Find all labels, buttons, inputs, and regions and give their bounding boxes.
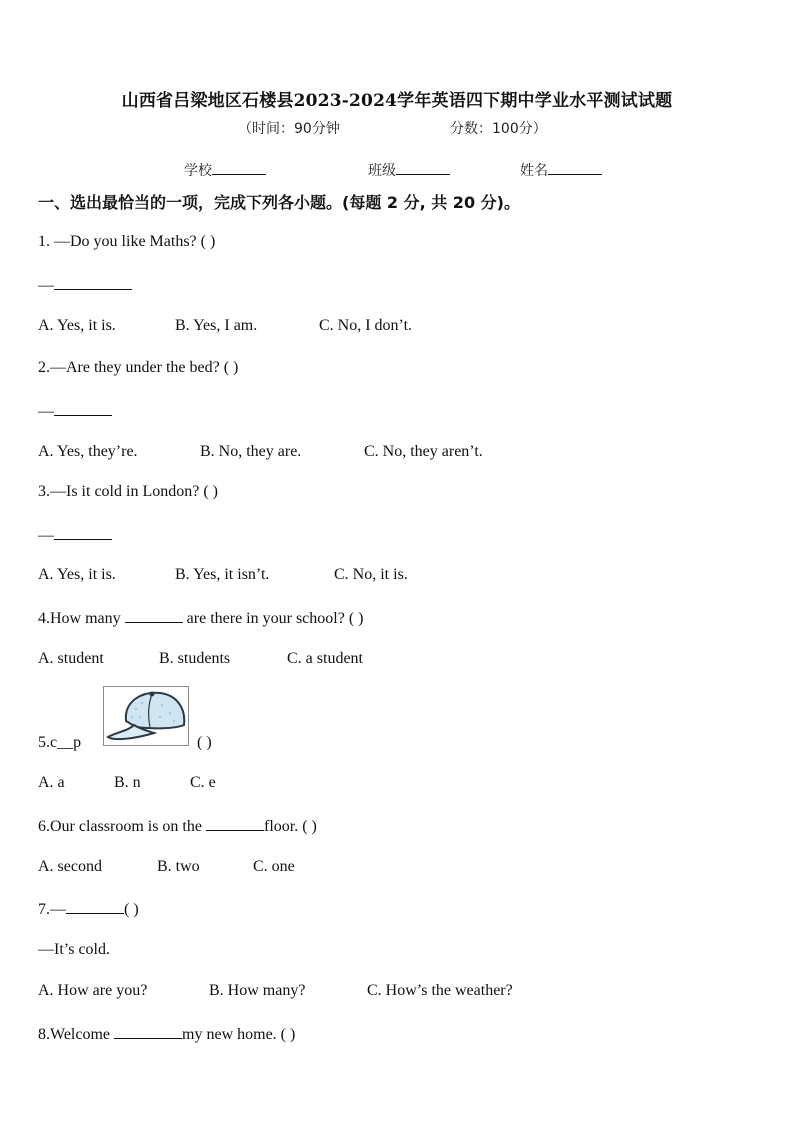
q6-option-a[interactable]: A. second [38,858,102,875]
q7-stem-end: ( ) [124,901,139,918]
q3-blank[interactable] [54,525,112,540]
q8-blank[interactable] [114,1024,182,1039]
q2-blank[interactable] [54,401,112,416]
q2-stem: 2.—Are they under the bed? ( ) [38,359,239,376]
q6-stem-end: floor. ( ) [263,818,317,835]
q7-option-c[interactable]: C. How’s the weather? [367,982,513,999]
q1-stem: 1. —Do you like Maths? ( ) [38,233,216,250]
q5-option-b[interactable]: B. n [114,774,141,791]
q1-option-b[interactable]: B. Yes, I am. [175,317,258,334]
q6-options [38,858,295,876]
q3-answer[interactable] [38,525,112,545]
q6-stem-start: 6.Our classroom is on the [38,818,206,835]
q1-blank[interactable] [54,275,132,290]
name-label: 姓名 [520,163,548,179]
cap-picture [103,686,189,746]
q6-blank[interactable] [206,816,264,831]
q5-stem: 5.c__p [38,734,82,751]
q3-option-b[interactable]: B. Yes, it isn’t. [175,566,270,583]
school-blank[interactable] [212,160,266,175]
q2-options [38,443,483,461]
name-blank[interactable] [548,160,602,175]
q5-options [38,774,216,792]
exam-time: （时间：90分钟 [238,121,340,137]
q2-option-b[interactable]: B. No, they are. [200,443,302,460]
q6-stem [38,816,317,836]
class-label: 班级 [368,163,396,179]
q2-answer[interactable] [38,401,112,421]
baseball-cap-icon [104,687,188,745]
class-blank[interactable] [396,160,450,175]
q3-dash: — [38,527,54,544]
q5-option-a[interactable]: A. a [38,774,65,791]
q3-options [38,566,408,584]
q3-stem: 3.—Is it cold in London? ( ) [38,483,218,500]
q4-stem-start: 4.How many [38,610,125,627]
q5-paren[interactable]: ( ) [197,734,212,751]
q2-option-a[interactable]: A. Yes, they’re. [38,443,138,460]
q6-option-c[interactable]: C. one [253,858,295,875]
q7-options [38,982,513,1000]
q7-blank[interactable] [66,899,124,914]
q7-option-a[interactable]: A. How are you? [38,982,148,999]
q4-stem-end: are there in your school? ( ) [182,610,364,627]
q2-option-c[interactable]: C. No, they aren’t. [364,443,483,460]
q4-stem [38,608,363,628]
q7-option-b[interactable]: B. How many? [209,982,306,999]
q1-answer[interactable] [38,275,132,295]
q7-stem [38,899,139,919]
q3-option-a[interactable]: A. Yes, it is. [38,566,116,583]
section-heading: 一、选出最恰当的一项，完成下列各小题。(每题 2 分, 共 20 分)。 [38,193,520,212]
q4-blank[interactable] [125,608,183,623]
q4-options [38,650,363,668]
class-field[interactable] [368,160,396,180]
q8-stem-start: 8.Welcome [38,1026,115,1043]
q8-stem [38,1024,295,1044]
q1-option-c[interactable]: C. No, I don’t. [319,317,413,334]
school-field[interactable] [184,160,212,180]
q7-reply: —It’s cold. [38,941,110,958]
q1-options [38,317,412,335]
q2-dash: — [38,403,54,420]
q5-option-c[interactable]: C. e [190,774,216,791]
name-field[interactable] [520,160,548,180]
page-title: 山西省吕梁地区石楼县2023-2024学年英语四下期中学业水平测试试题 [121,91,673,111]
school-label: 学校 [184,163,212,179]
q4-option-b[interactable]: B. students [159,650,231,667]
q1-option-a[interactable]: A. Yes, it is. [38,317,116,334]
exam-score: 分数：100分） [450,121,547,137]
q4-option-a[interactable]: A. student [38,650,104,667]
q1-dash: — [38,277,54,294]
q6-option-b[interactable]: B. two [157,858,200,875]
q4-option-c[interactable]: C. a student [287,650,363,667]
q7-stem-start: 7.— [38,901,66,918]
q3-option-c[interactable]: C. No, it is. [334,566,408,583]
q8-stem-end: my new home. ( ) [182,1026,296,1043]
